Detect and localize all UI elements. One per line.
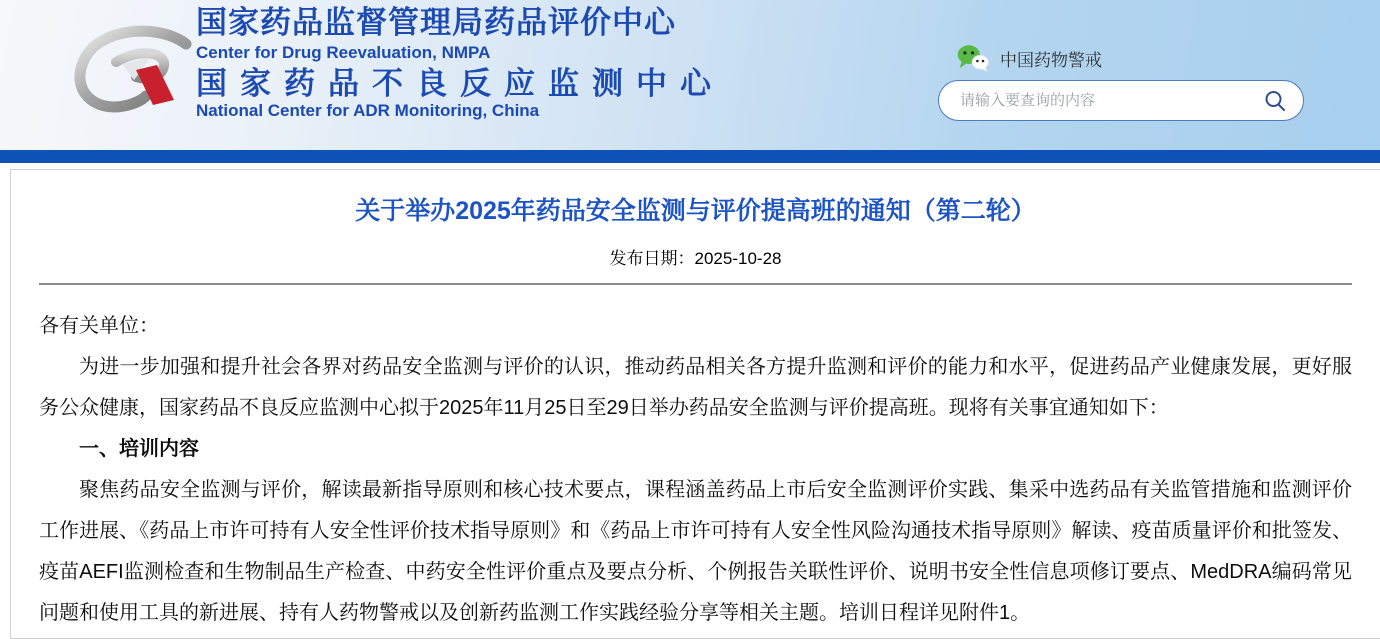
notice-title: 关于举办2025年药品安全监测与评价提高班的通知（第二轮）	[355, 197, 1036, 225]
notice-body	[39, 306, 1352, 634]
publish-date-value: 2025-10-28	[694, 249, 782, 268]
org-name-cn-secondary: 国家药品不良反应监测中心	[196, 66, 724, 101]
org-name-en-secondary: National Center for ADR Monitoring, China	[196, 101, 540, 120]
paragraph-training-content: 聚焦药品安全监测与评价，解读最新指导原则和核心技术要点，课程涵盖药品上市后安全监测评价实践、集采中选药品有关监管措施和监测评价工作进展、《药品上市许可持有人安全性评价技术指导原则》和《药品上市许可持有人安全性风险沟通技术指导原则》解读、疫苗质量评价和批签发、疫苗AEFI监测检查和生物制品生产检查、中药安全性评价重点及要点分析、个例报告关联性评价、说明书安全性信息项修订要点、MedDRA编码常见问题和使用工具的新进展、持有人药物警戒以及创新药监测工作实践经验分享等相关主题。培训日程详见附件1。	[39, 479, 1352, 624]
site-search	[938, 80, 1304, 121]
title-divider	[39, 283, 1352, 285]
wechat-icon	[956, 44, 990, 72]
paragraph-intro: 为进一步加强和提升社会各界对药品安全监测与评价的认识，推动药品相关各方提升监测和评价的能力和水平，促进药品产业健康发展，更好服务公众健康，国家药品不良反应监测中心拟于2025年11月25日至29日举办药品安全监测与评价提高班。现将有关事宜通知如下：	[39, 356, 1352, 419]
magnifier-icon	[1263, 89, 1287, 113]
section-heading-training-content: 一、培训内容	[79, 438, 199, 460]
wechat-account-link[interactable]	[956, 44, 1102, 72]
salutation: 各有关单位：	[39, 315, 159, 337]
org-name-en-primary: Center for Drug Reevaluation, NMPA	[196, 43, 491, 62]
search-input[interactable]	[939, 92, 1263, 109]
publish-date	[39, 244, 1352, 269]
header-divider-bar	[0, 150, 1380, 163]
wechat-account-label: 中国药物警戒	[1000, 50, 1102, 70]
publish-date-label: 发布日期：	[609, 249, 695, 268]
org-titles	[196, 7, 724, 119]
cdr-nmpa-logo-icon	[60, 20, 200, 124]
org-name-cn-primary: 国家药品监督管理局药品评价中心	[196, 5, 676, 40]
site-header	[0, 0, 1380, 150]
search-button[interactable]	[1263, 89, 1303, 113]
notice-content-card	[10, 169, 1380, 639]
